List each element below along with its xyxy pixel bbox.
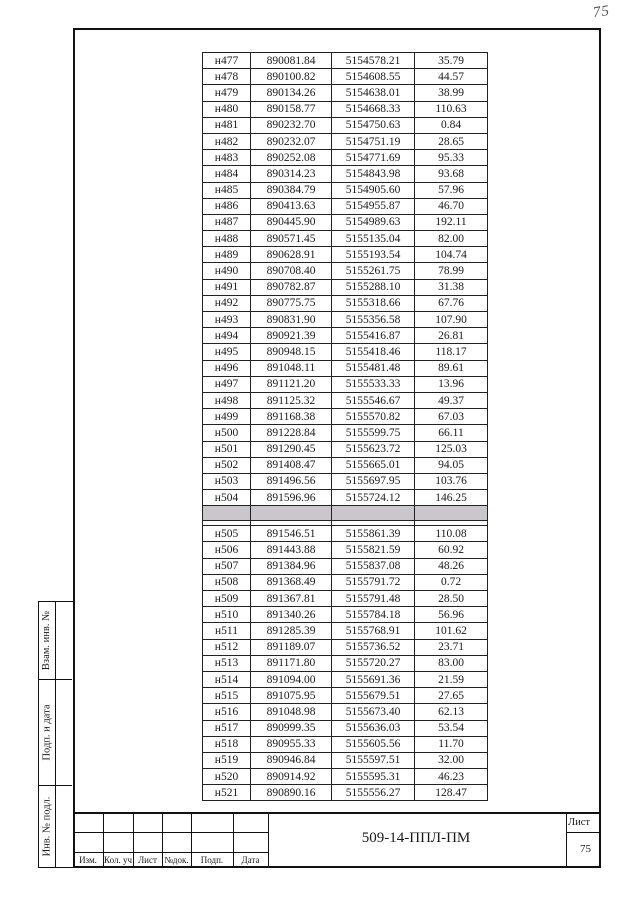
table-cell: 48.26: [415, 558, 488, 574]
table-cell: н478: [203, 69, 251, 85]
table-cell: 891408.47: [251, 457, 332, 473]
table-cell: н499: [203, 409, 251, 425]
table-cell: 5155623.72: [332, 441, 415, 457]
table-cell: 146.25: [415, 490, 488, 506]
table-cell: 5155599.75: [332, 425, 415, 441]
table-cell: 28.50: [415, 591, 488, 607]
table-cell: н497: [203, 376, 251, 392]
header-kol: Кол. уч: [104, 855, 132, 865]
table-cell: 110.08: [415, 526, 488, 542]
table-cell: н495: [203, 344, 251, 360]
table-cell: 5154905.60: [332, 182, 415, 198]
table-cell: н511: [203, 623, 251, 639]
side-cell-sign-date: [39, 680, 72, 786]
table-cell: 890946.84: [251, 752, 332, 768]
table-row: [203, 295, 488, 311]
table-cell: н507: [203, 558, 251, 574]
side-label-sign-date: Подп. и дата: [41, 704, 53, 761]
table-cell: 35.79: [415, 53, 488, 69]
table-cell: 38.99: [415, 85, 488, 101]
table-cell: 5155481.48: [332, 360, 415, 376]
table-cell: 890413.63: [251, 198, 332, 214]
table-cell: 46.70: [415, 198, 488, 214]
table-row: [203, 490, 488, 506]
table-cell: 0.84: [415, 117, 488, 133]
header-data: Дата: [241, 855, 260, 865]
table-cell: 890232.07: [251, 133, 332, 149]
side-cell-inv-exchange: [39, 602, 72, 680]
table-cell: 60.92: [415, 542, 488, 558]
table-cell: 890384.79: [251, 182, 332, 198]
table-cell: н505: [203, 526, 251, 542]
table-row: [203, 785, 488, 801]
table-cell: 5155193.54: [332, 247, 415, 263]
table-cell: 66.11: [415, 425, 488, 441]
table-cell: 5154668.33: [332, 101, 415, 117]
table-cell: 57.96: [415, 182, 488, 198]
table-cell: 89.61: [415, 360, 488, 376]
table-cell: н512: [203, 639, 251, 655]
table-cell: н479: [203, 85, 251, 101]
table-cell: 5154608.55: [332, 69, 415, 85]
table-cell: 5155356.58: [332, 312, 415, 328]
table-cell: 5155595.31: [332, 769, 415, 785]
table-cell: н498: [203, 392, 251, 408]
table-cell: 5155533.33: [332, 376, 415, 392]
table-cell: 95.33: [415, 150, 488, 166]
table-row: [203, 655, 488, 671]
table-cell: 891368.49: [251, 574, 332, 590]
table-row: [203, 688, 488, 704]
table-cell: 5155861.39: [332, 526, 415, 542]
table-cell: 5155261.75: [332, 263, 415, 279]
table-cell: 110.63: [415, 101, 488, 117]
table-row: [203, 591, 488, 607]
table-row: [203, 150, 488, 166]
table-cell: 891367.81: [251, 591, 332, 607]
table-cell: 5154578.21: [332, 53, 415, 69]
table-cell: 891340.26: [251, 607, 332, 623]
table-cell: 44.57: [415, 69, 488, 85]
table-cell: н487: [203, 214, 251, 230]
table-cell: н513: [203, 655, 251, 671]
table-cell: 5155135.04: [332, 231, 415, 247]
table-cell: 890999.35: [251, 720, 332, 736]
table-cell: 5155556.27: [332, 785, 415, 801]
table-row: [203, 117, 488, 133]
table-row: [203, 133, 488, 149]
coordinates-table: [202, 52, 488, 801]
table-row: [203, 166, 488, 182]
table-cell: 26.81: [415, 328, 488, 344]
table-cell: 5155679.51: [332, 688, 415, 704]
table-cell: 890782.87: [251, 279, 332, 295]
table-cell: 27.65: [415, 688, 488, 704]
table-cell: н493: [203, 312, 251, 328]
header-podp: Подп.: [200, 855, 224, 865]
side-stamp: [38, 601, 73, 868]
table-cell: 93.68: [415, 166, 488, 182]
table-cell: н483: [203, 150, 251, 166]
sheet-label: Лист: [568, 817, 590, 828]
table-row: [203, 607, 488, 623]
table-cell: 891125.32: [251, 392, 332, 408]
table-cell: н519: [203, 752, 251, 768]
table-row: [203, 623, 488, 639]
table-cell: н518: [203, 736, 251, 752]
table-cell: 5154989.63: [332, 214, 415, 230]
table-cell: н501: [203, 441, 251, 457]
table-row: [203, 752, 488, 768]
table-cell: 890314.23: [251, 166, 332, 182]
table-cell: 890445.90: [251, 214, 332, 230]
table-cell: 890232.70: [251, 117, 332, 133]
table-cell: 5155821.59: [332, 542, 415, 558]
table-cell: н477: [203, 53, 251, 69]
table-cell: 5154955.87: [332, 198, 415, 214]
table-cell: 82.00: [415, 231, 488, 247]
header-izm: Изм.: [79, 855, 97, 865]
table-row: [203, 344, 488, 360]
table-cell: 5155697.95: [332, 473, 415, 489]
table-row: [203, 247, 488, 263]
table-cell: 891048.11: [251, 360, 332, 376]
table-row: [203, 639, 488, 655]
table-cell: 890708.40: [251, 263, 332, 279]
table-cell: н485: [203, 182, 251, 198]
table-cell: 56.96: [415, 607, 488, 623]
table-row: [203, 182, 488, 198]
table-cell: н490: [203, 263, 251, 279]
table-cell: 890252.08: [251, 150, 332, 166]
table-cell: 53.54: [415, 720, 488, 736]
table-cell: 5155784.18: [332, 607, 415, 623]
table-cell: 890134.26: [251, 85, 332, 101]
table-cell: 62.13: [415, 704, 488, 720]
table-cell: 67.03: [415, 409, 488, 425]
table-row: [203, 328, 488, 344]
table-cell: н502: [203, 457, 251, 473]
table-cell: 5155416.87: [332, 328, 415, 344]
table-cell: н500: [203, 425, 251, 441]
table-cell: н508: [203, 574, 251, 590]
table-row: [203, 542, 488, 558]
table-row: [203, 457, 488, 473]
table-cell: 67.76: [415, 295, 488, 311]
table-row: [203, 53, 488, 69]
table-cell: 5155791.48: [332, 591, 415, 607]
table-cell: 5155636.03: [332, 720, 415, 736]
table-cell: 891048.98: [251, 704, 332, 720]
table-cell: н510: [203, 607, 251, 623]
header-list: Лист: [138, 855, 157, 865]
table-cell: 107.90: [415, 312, 488, 328]
table-row: [203, 279, 488, 295]
table-cell: н520: [203, 769, 251, 785]
table-cell: 891121.20: [251, 376, 332, 392]
table-row: [203, 473, 488, 489]
table-separator: [203, 506, 488, 521]
table-cell: 891075.95: [251, 688, 332, 704]
table-cell: н491: [203, 279, 251, 295]
table-cell: 5155720.27: [332, 655, 415, 671]
side-label-inv-original: Инв. № подл.: [41, 796, 53, 857]
table-cell: 5155546.67: [332, 392, 415, 408]
table-row: [203, 720, 488, 736]
table-cell: 891384.96: [251, 558, 332, 574]
table-cell: 891290.45: [251, 441, 332, 457]
table-cell: 891596.96: [251, 490, 332, 506]
table-row: [203, 671, 488, 687]
table-row: [203, 69, 488, 85]
side-label-inv-exchange: Взам. инв. №: [41, 610, 53, 671]
table-cell: н496: [203, 360, 251, 376]
table-cell: 891443.88: [251, 542, 332, 558]
table-cell: 5155318.66: [332, 295, 415, 311]
table-cell: н481: [203, 117, 251, 133]
table-cell: 23.71: [415, 639, 488, 655]
table-cell: 890628.91: [251, 247, 332, 263]
header-ndok: №док.: [164, 855, 189, 865]
table-cell: 13.96: [415, 376, 488, 392]
table-cell: 5155418.46: [332, 344, 415, 360]
table-row: [203, 704, 488, 720]
table-cell: н517: [203, 720, 251, 736]
table-row: [203, 769, 488, 785]
table-cell: 5154638.01: [332, 85, 415, 101]
table-cell: н484: [203, 166, 251, 182]
table-cell: 101.62: [415, 623, 488, 639]
handwritten-page-number: 75: [591, 2, 611, 22]
table-cell: н492: [203, 295, 251, 311]
table-cell: 103.76: [415, 473, 488, 489]
table-cell: 890955.33: [251, 736, 332, 752]
table-cell: 5155597.51: [332, 752, 415, 768]
table-cell: н521: [203, 785, 251, 801]
table-cell: 890571.45: [251, 231, 332, 247]
table-cell: 94.05: [415, 457, 488, 473]
table-cell: 890914.92: [251, 769, 332, 785]
table-cell: 891189.07: [251, 639, 332, 655]
table-cell: 5155570.82: [332, 409, 415, 425]
table-cell: 891285.39: [251, 623, 332, 639]
table-cell: н482: [203, 133, 251, 149]
table-row: [203, 231, 488, 247]
table-cell: 5155837.08: [332, 558, 415, 574]
table-cell: 11.70: [415, 736, 488, 752]
table-cell: 890158.77: [251, 101, 332, 117]
table-cell: н516: [203, 704, 251, 720]
table-cell: 5155724.12: [332, 490, 415, 506]
table-cell: 118.17: [415, 344, 488, 360]
table-cell: н514: [203, 671, 251, 687]
table-cell: н489: [203, 247, 251, 263]
table-cell: н503: [203, 473, 251, 489]
table-cell: 83.00: [415, 655, 488, 671]
table-cell: 891496.56: [251, 473, 332, 489]
table-cell: 890831.90: [251, 312, 332, 328]
document-code: 509-14-ППЛ-ПМ: [361, 830, 471, 846]
table-row: [203, 376, 488, 392]
table-row: [203, 101, 488, 117]
table-cell: 32.00: [415, 752, 488, 768]
table-cell: 5155288.10: [332, 279, 415, 295]
table-cell: 5155605.56: [332, 736, 415, 752]
table-row: [203, 263, 488, 279]
table-row: [203, 736, 488, 752]
table-cell: 5155736.52: [332, 639, 415, 655]
table-row: [203, 392, 488, 408]
table-row: [203, 526, 488, 542]
table-cell: 46.23: [415, 769, 488, 785]
table-cell: 5154771.69: [332, 150, 415, 166]
table-cell: 5155665.01: [332, 457, 415, 473]
table-cell: 890081.84: [251, 53, 332, 69]
table-cell: 5155791.72: [332, 574, 415, 590]
table-cell: н506: [203, 542, 251, 558]
table-row: [203, 574, 488, 590]
table-cell: 890100.82: [251, 69, 332, 85]
table-cell: 891171.80: [251, 655, 332, 671]
table-cell: 891546.51: [251, 526, 332, 542]
sheet-number: 75: [580, 843, 591, 855]
table-cell: 128.47: [415, 785, 488, 801]
table-cell: н504: [203, 490, 251, 506]
table-cell: 192.11: [415, 214, 488, 230]
table-cell: 891228.84: [251, 425, 332, 441]
table-cell: 5155768.91: [332, 623, 415, 639]
table-cell: н480: [203, 101, 251, 117]
table-cell: 891094.00: [251, 671, 332, 687]
table-cell: 104.74: [415, 247, 488, 263]
table-row: [203, 214, 488, 230]
table-row: [203, 312, 488, 328]
side-cell-inv-original: [39, 786, 72, 867]
table-cell: н486: [203, 198, 251, 214]
table-cell: 890921.39: [251, 328, 332, 344]
table-cell: н494: [203, 328, 251, 344]
table-cell: н509: [203, 591, 251, 607]
table-row: [203, 558, 488, 574]
table-cell: 0.72: [415, 574, 488, 590]
table-cell: 5155691.36: [332, 671, 415, 687]
table-cell: 125.03: [415, 441, 488, 457]
table-row: [203, 425, 488, 441]
table-cell: 890890.16: [251, 785, 332, 801]
table-cell: 890775.75: [251, 295, 332, 311]
table-row: [203, 409, 488, 425]
table-row: [203, 360, 488, 376]
table-cell: 21.59: [415, 671, 488, 687]
table-cell: 5154843.98: [332, 166, 415, 182]
table-cell: 5154750.63: [332, 117, 415, 133]
table-cell: 49.37: [415, 392, 488, 408]
table-cell: 890948.15: [251, 344, 332, 360]
table-cell: 5154751.19: [332, 133, 415, 149]
table-cell: 891168.38: [251, 409, 332, 425]
table-cell: 78.99: [415, 263, 488, 279]
table-cell: н488: [203, 231, 251, 247]
table-row: [203, 441, 488, 457]
table-cell: 28.65: [415, 133, 488, 149]
table-cell: н515: [203, 688, 251, 704]
table-cell: 5155673.40: [332, 704, 415, 720]
table-row: [203, 85, 488, 101]
table-row: [203, 198, 488, 214]
table-cell: 31.38: [415, 279, 488, 295]
